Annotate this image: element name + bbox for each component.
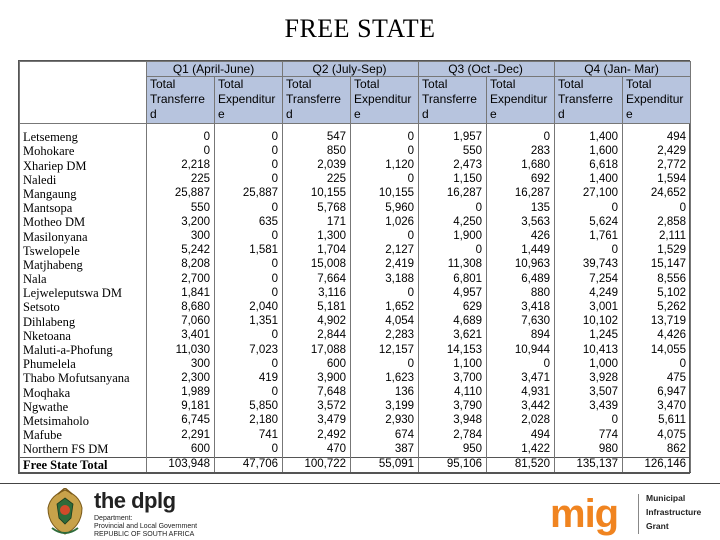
expenditure-cell: 494 — [623, 130, 691, 144]
transferred-cell: 3,507 — [555, 386, 623, 400]
transferred-cell: 1,000 — [555, 357, 623, 371]
municipality-name: Free State Total — [20, 457, 147, 472]
transferred-cell: 600 — [147, 443, 215, 458]
expenditure-cell: 126,146 — [623, 457, 691, 472]
mig-separator — [638, 494, 639, 534]
table-row — [20, 216, 691, 230]
transferred-cell: 774 — [555, 428, 623, 442]
municipality-name: Letsemeng — [20, 130, 147, 144]
expenditure-cell: 2,930 — [351, 414, 419, 428]
expenditure-cell: 635 — [215, 216, 283, 230]
dplg-line: Department: — [94, 515, 133, 522]
transferred-cell: 2,700 — [147, 272, 215, 286]
table-row — [20, 159, 691, 173]
expenditure-cell: 0 — [215, 201, 283, 215]
expenditure-cell: 2,283 — [351, 329, 419, 343]
table-row — [20, 443, 691, 458]
table-row — [20, 244, 691, 258]
transferred-cell: 10,155 — [283, 187, 351, 201]
transferred-cell: 95,106 — [419, 457, 487, 472]
spacer-cell — [147, 124, 215, 131]
transferred-cell: 4,110 — [419, 386, 487, 400]
table-row — [20, 272, 691, 286]
transferred-cell: 550 — [419, 145, 487, 159]
transferred-cell: 470 — [283, 443, 351, 458]
expenditure-cell: 5,102 — [623, 286, 691, 300]
spacer-cell — [555, 124, 623, 131]
total-expenditure-header: Total Expenditur e — [487, 77, 555, 124]
transferred-cell: 5,242 — [147, 244, 215, 258]
transferred-cell: 3,439 — [555, 400, 623, 414]
transferred-cell: 0 — [555, 201, 623, 215]
transferred-cell: 17,088 — [283, 343, 351, 357]
municipality-name: Dihlabeng — [20, 315, 147, 329]
transferred-cell: 2,473 — [419, 159, 487, 173]
spacer-cell — [215, 124, 283, 131]
transferred-cell: 1,989 — [147, 386, 215, 400]
expenditure-cell: 1,449 — [487, 244, 555, 258]
expenditure-cell: 10,155 — [351, 187, 419, 201]
transferred-cell: 15,008 — [283, 258, 351, 272]
expenditure-cell: 0 — [487, 130, 555, 144]
transferred-cell: 1,704 — [283, 244, 351, 258]
expenditure-cell: 2,111 — [623, 230, 691, 244]
dplg-line: Provincial and Local Government — [94, 523, 198, 530]
municipality-name: Thabo Mofutsanyana — [20, 372, 147, 386]
transferred-cell: 600 — [283, 357, 351, 371]
expenditure-cell: 0 — [351, 357, 419, 371]
expenditure-cell: 0 — [623, 201, 691, 215]
municipality-name: Setsoto — [20, 301, 147, 315]
table-row — [20, 329, 691, 343]
transferred-cell: 10,102 — [555, 315, 623, 329]
transferred-cell: 39,743 — [555, 258, 623, 272]
table-row — [20, 187, 691, 201]
municipality-name: Northern FS DM — [20, 443, 147, 458]
transferred-cell: 1,600 — [555, 145, 623, 159]
expenditure-cell: 0 — [215, 258, 283, 272]
table-row — [20, 130, 691, 144]
expenditure-cell: 494 — [487, 428, 555, 442]
expenditure-cell: 0 — [215, 386, 283, 400]
transferred-cell: 1,400 — [555, 130, 623, 144]
transferred-cell: 2,291 — [147, 428, 215, 442]
mig-text-line: Municipal — [646, 493, 686, 503]
transferred-cell: 6,801 — [419, 272, 487, 286]
expenditure-cell: 475 — [623, 372, 691, 386]
expenditure-cell: 0 — [351, 286, 419, 300]
expenditure-cell: 674 — [351, 428, 419, 442]
expenditure-cell: 136 — [351, 386, 419, 400]
expenditure-cell: 16,287 — [487, 187, 555, 201]
transferred-cell: 5,181 — [283, 301, 351, 315]
transferred-cell: 3,621 — [419, 329, 487, 343]
transferred-cell: 6,618 — [555, 159, 623, 173]
municipality-name: Motheo DM — [20, 216, 147, 230]
expenditure-cell: 0 — [351, 145, 419, 159]
table-row — [20, 357, 691, 371]
expenditure-cell: 135 — [487, 201, 555, 215]
expenditure-cell: 1,652 — [351, 301, 419, 315]
transferred-cell: 1,900 — [419, 230, 487, 244]
expenditure-cell: 0 — [215, 173, 283, 187]
expenditure-cell: 0 — [351, 173, 419, 187]
expenditure-cell: 15,147 — [623, 258, 691, 272]
transferred-cell: 4,250 — [419, 216, 487, 230]
transferred-cell: 3,479 — [283, 414, 351, 428]
expenditure-cell: 0 — [623, 357, 691, 371]
expenditure-cell: 0 — [215, 272, 283, 286]
transferred-cell: 3,790 — [419, 400, 487, 414]
transferred-cell: 14,153 — [419, 343, 487, 357]
municipality-name: Phumelela — [20, 357, 147, 371]
transferred-cell: 103,948 — [147, 457, 215, 472]
table-row — [20, 343, 691, 357]
expenditure-cell: 3,188 — [351, 272, 419, 286]
expenditure-cell: 0 — [215, 130, 283, 144]
expenditure-cell: 5,850 — [215, 400, 283, 414]
transferred-cell: 16,287 — [419, 187, 487, 201]
spacer-cell — [419, 124, 487, 131]
transferred-cell: 3,948 — [419, 414, 487, 428]
dplg-line: REPUBLIC OF SOUTH AFRICA — [94, 531, 195, 538]
expenditure-cell: 55,091 — [351, 457, 419, 472]
expenditure-cell: 894 — [487, 329, 555, 343]
expenditure-cell: 24,652 — [623, 187, 691, 201]
transferred-cell: 2,844 — [283, 329, 351, 343]
municipality-name: Metsimaholo — [20, 414, 147, 428]
transferred-cell: 3,001 — [555, 301, 623, 315]
quarter-header-row — [20, 62, 691, 77]
dplg-logo — [44, 488, 244, 538]
municipality-name: Mohokare — [20, 145, 147, 159]
transferred-cell: 171 — [283, 216, 351, 230]
table-row — [20, 372, 691, 386]
expenditure-cell: 5,262 — [623, 301, 691, 315]
transferred-cell: 629 — [419, 301, 487, 315]
page-title: FREE STATE — [284, 14, 436, 43]
transfers-table — [19, 61, 691, 473]
municipality-name: Ngwathe — [20, 400, 147, 414]
total-expenditure-header: Total Expenditur e — [623, 77, 691, 124]
expenditure-cell: 387 — [351, 443, 419, 458]
table-row — [20, 457, 691, 472]
spacer-cell — [20, 124, 147, 131]
transferred-cell: 9,181 — [147, 400, 215, 414]
table-row — [20, 414, 691, 428]
transferred-cell: 1,300 — [283, 230, 351, 244]
expenditure-cell: 3,471 — [487, 372, 555, 386]
municipality-name: Moqhaka — [20, 386, 147, 400]
transferred-cell: 980 — [555, 443, 623, 458]
expenditure-cell: 283 — [487, 145, 555, 159]
municipality-name: Lejweleputswa DM — [20, 286, 147, 300]
expenditure-cell: 419 — [215, 372, 283, 386]
expenditure-cell: 2,419 — [351, 258, 419, 272]
transferred-cell: 135,137 — [555, 457, 623, 472]
expenditure-cell: 741 — [215, 428, 283, 442]
expenditure-cell: 14,055 — [623, 343, 691, 357]
table-row — [20, 315, 691, 329]
expenditure-cell: 0 — [351, 130, 419, 144]
total-transferred-header: Total Transferre d — [147, 77, 215, 124]
expenditure-cell: 13,719 — [623, 315, 691, 329]
expenditure-cell: 3,199 — [351, 400, 419, 414]
expenditure-cell: 2,858 — [623, 216, 691, 230]
expenditure-cell: 0 — [215, 230, 283, 244]
transferred-cell: 1,957 — [419, 130, 487, 144]
transferred-cell: 5,624 — [555, 216, 623, 230]
transferred-cell: 0 — [147, 130, 215, 144]
municipality-name: Masilonyana — [20, 230, 147, 244]
table-row — [20, 286, 691, 300]
transferred-cell: 10,413 — [555, 343, 623, 357]
expenditure-cell: 4,054 — [351, 315, 419, 329]
expenditure-cell: 2,429 — [623, 145, 691, 159]
transferred-cell: 2,218 — [147, 159, 215, 173]
table-row — [20, 230, 691, 244]
municipality-name: Tswelopele — [20, 244, 147, 258]
transferred-cell: 0 — [555, 414, 623, 428]
total-expenditure-header: Total Expenditur e — [351, 77, 419, 124]
expenditure-cell: 7,630 — [487, 315, 555, 329]
expenditure-cell: 426 — [487, 230, 555, 244]
transferred-cell: 1,245 — [555, 329, 623, 343]
expenditure-cell: 5,960 — [351, 201, 419, 215]
total-transferred-header: Total Transferre d — [283, 77, 351, 124]
expenditure-cell: 47,706 — [215, 457, 283, 472]
spacer-cell — [283, 124, 351, 131]
transferred-cell: 11,030 — [147, 343, 215, 357]
expenditure-cell: 2,040 — [215, 301, 283, 315]
transferred-cell: 950 — [419, 443, 487, 458]
transferred-cell: 8,208 — [147, 258, 215, 272]
expenditure-cell: 5,611 — [623, 414, 691, 428]
municipality-name: Naledi — [20, 173, 147, 187]
municipality-header — [20, 62, 147, 124]
transferred-cell: 7,254 — [555, 272, 623, 286]
transferred-cell: 27,100 — [555, 187, 623, 201]
expenditure-cell: 4,426 — [623, 329, 691, 343]
expenditure-cell: 12,157 — [351, 343, 419, 357]
expenditure-cell: 692 — [487, 173, 555, 187]
mig-text-line: Grant — [646, 521, 669, 531]
expenditure-cell: 1,026 — [351, 216, 419, 230]
expenditure-cell: 2,772 — [623, 159, 691, 173]
table-row — [20, 301, 691, 315]
transferred-cell: 1,761 — [555, 230, 623, 244]
municipality-name: Mantsopa — [20, 201, 147, 215]
spacer-row — [20, 124, 691, 131]
mig-logo: mig — [550, 492, 619, 536]
transferred-cell: 1,100 — [419, 357, 487, 371]
quarter-header: Q1 (April-June) — [147, 62, 283, 77]
transferred-cell: 2,784 — [419, 428, 487, 442]
table-row — [20, 386, 691, 400]
quarter-header: Q4 (Jan- Mar) — [555, 62, 691, 77]
transferred-cell: 1,400 — [555, 173, 623, 187]
expenditure-cell: 3,442 — [487, 400, 555, 414]
municipality-name: Nala — [20, 272, 147, 286]
transferred-cell: 3,572 — [283, 400, 351, 414]
expenditure-cell: 3,563 — [487, 216, 555, 230]
transferred-cell: 550 — [147, 201, 215, 215]
transferred-cell: 2,492 — [283, 428, 351, 442]
footer-divider — [0, 483, 720, 484]
transferred-cell: 0 — [147, 145, 215, 159]
transferred-cell: 11,308 — [419, 258, 487, 272]
transferred-cell: 3,200 — [147, 216, 215, 230]
table-body — [20, 124, 691, 473]
expenditure-cell: 1,581 — [215, 244, 283, 258]
spacer-cell — [351, 124, 419, 131]
expenditure-cell: 880 — [487, 286, 555, 300]
expenditure-cell: 0 — [351, 230, 419, 244]
total-expenditure-header: Total Expenditur e — [215, 77, 283, 124]
municipality-name: Matjhabeng — [20, 258, 147, 272]
transferred-cell: 7,648 — [283, 386, 351, 400]
table-row — [20, 400, 691, 414]
transfers-table-container — [18, 60, 690, 474]
transferred-cell: 100,722 — [283, 457, 351, 472]
transferred-cell: 300 — [147, 357, 215, 371]
expenditure-cell: 1,422 — [487, 443, 555, 458]
table-row — [20, 145, 691, 159]
transferred-cell: 0 — [555, 244, 623, 258]
transferred-cell: 3,401 — [147, 329, 215, 343]
quarter-header: Q3 (Oct -Dec) — [419, 62, 555, 77]
transferred-cell: 3,928 — [555, 372, 623, 386]
transferred-cell: 225 — [147, 173, 215, 187]
mig-text-line: Infrastructure — [646, 507, 702, 517]
expenditure-cell: 2,180 — [215, 414, 283, 428]
transferred-cell: 850 — [283, 145, 351, 159]
expenditure-cell: 3,470 — [623, 400, 691, 414]
table-row — [20, 428, 691, 442]
expenditure-cell: 6,947 — [623, 386, 691, 400]
transferred-cell: 2,300 — [147, 372, 215, 386]
expenditure-cell: 2,127 — [351, 244, 419, 258]
municipality-name: Xhariep DM — [20, 159, 147, 173]
expenditure-cell: 0 — [215, 145, 283, 159]
expenditure-cell: 0 — [215, 329, 283, 343]
expenditure-cell: 6,489 — [487, 272, 555, 286]
expenditure-cell: 81,520 — [487, 457, 555, 472]
expenditure-cell: 0 — [215, 357, 283, 371]
table-row — [20, 258, 691, 272]
transferred-cell: 4,957 — [419, 286, 487, 300]
spacer-cell — [487, 124, 555, 131]
transferred-cell: 547 — [283, 130, 351, 144]
transferred-cell: 225 — [283, 173, 351, 187]
expenditure-cell: 0 — [487, 357, 555, 371]
transferred-cell: 8,680 — [147, 301, 215, 315]
expenditure-cell: 0 — [215, 159, 283, 173]
municipality-name: Maluti-a-Phofung — [20, 343, 147, 357]
total-transferred-header: Total Transferre d — [555, 77, 623, 124]
expenditure-cell: 1,680 — [487, 159, 555, 173]
transferred-cell: 4,249 — [555, 286, 623, 300]
expenditure-cell: 862 — [623, 443, 691, 458]
transferred-cell: 0 — [419, 244, 487, 258]
table-row — [20, 201, 691, 215]
municipality-name: Nketoana — [20, 329, 147, 343]
expenditure-cell: 1,623 — [351, 372, 419, 386]
expenditure-cell: 4,075 — [623, 428, 691, 442]
transferred-cell: 3,900 — [283, 372, 351, 386]
transferred-cell: 5,768 — [283, 201, 351, 215]
expenditure-cell: 1,351 — [215, 315, 283, 329]
municipality-name: Mafube — [20, 428, 147, 442]
table-row — [20, 173, 691, 187]
expenditure-cell: 3,418 — [487, 301, 555, 315]
transferred-cell: 7,060 — [147, 315, 215, 329]
expenditure-cell: 1,120 — [351, 159, 419, 173]
spacer-cell — [623, 124, 691, 131]
transferred-cell: 3,116 — [283, 286, 351, 300]
quarter-header: Q2 (July-Sep) — [283, 62, 419, 77]
expenditure-cell: 10,944 — [487, 343, 555, 357]
transferred-cell: 2,039 — [283, 159, 351, 173]
transferred-cell: 25,887 — [147, 187, 215, 201]
expenditure-cell: 25,887 — [215, 187, 283, 201]
transferred-cell: 4,902 — [283, 315, 351, 329]
transferred-cell: 1,841 — [147, 286, 215, 300]
expenditure-cell: 1,529 — [623, 244, 691, 258]
expenditure-cell: 1,594 — [623, 173, 691, 187]
transferred-cell: 1,150 — [419, 173, 487, 187]
coat-of-arms-icon — [44, 488, 86, 536]
transferred-cell: 3,700 — [419, 372, 487, 386]
expenditure-cell: 2,028 — [487, 414, 555, 428]
expenditure-cell: 7,023 — [215, 343, 283, 357]
municipality-name: Mangaung — [20, 187, 147, 201]
dplg-name: the dplg — [94, 488, 176, 513]
transferred-cell: 7,664 — [283, 272, 351, 286]
expenditure-cell: 10,963 — [487, 258, 555, 272]
transferred-cell: 300 — [147, 230, 215, 244]
transferred-cell: 0 — [419, 201, 487, 215]
expenditure-cell: 0 — [215, 286, 283, 300]
expenditure-cell: 4,931 — [487, 386, 555, 400]
expenditure-cell: 8,556 — [623, 272, 691, 286]
transferred-cell: 6,745 — [147, 414, 215, 428]
expenditure-cell: 0 — [215, 443, 283, 458]
transferred-cell: 4,689 — [419, 315, 487, 329]
total-transferred-header: Total Transferre d — [419, 77, 487, 124]
